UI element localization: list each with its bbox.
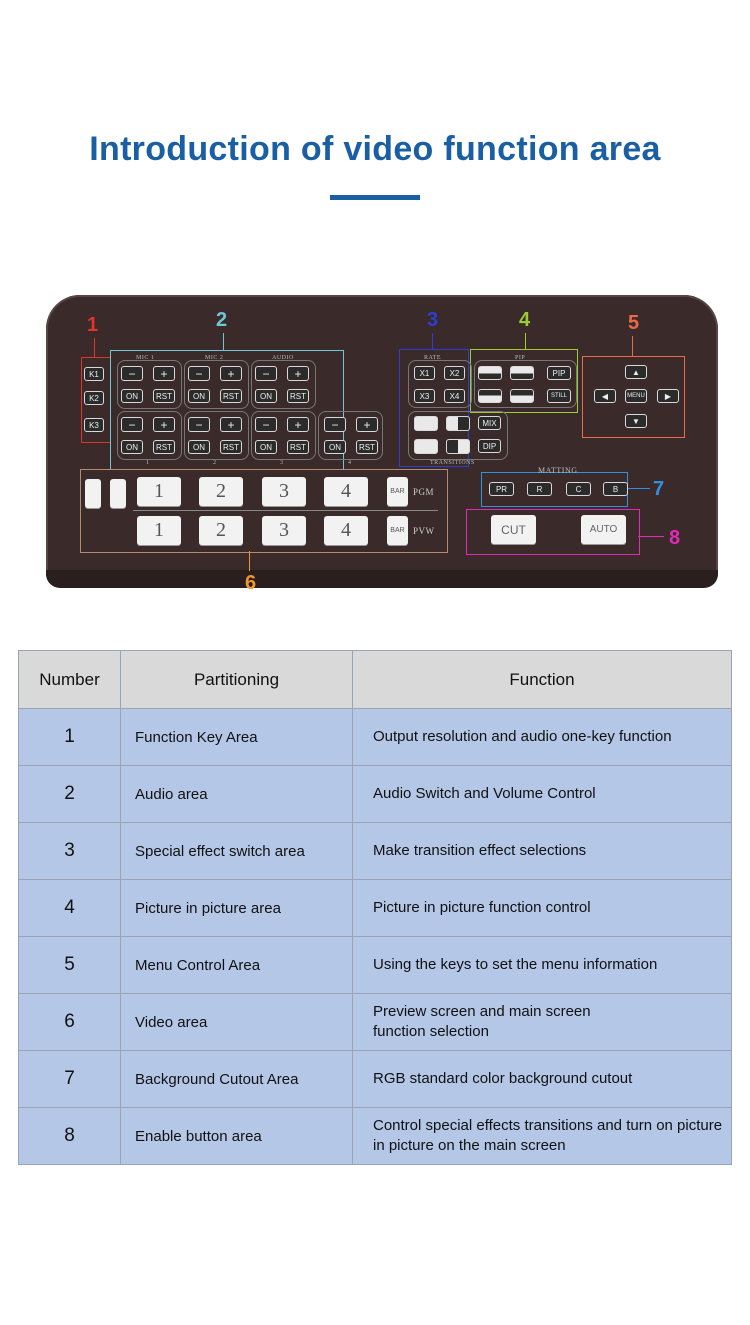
- row-function: Control special effects transitions and turn on picture in picture on the main screen: [353, 1108, 732, 1165]
- channel-2-label: 2: [213, 460, 217, 466]
- pip-key[interactable]: PIP: [547, 366, 571, 380]
- row-function: Make transition effect selections: [353, 823, 732, 880]
- rate-label: RATE: [424, 355, 441, 361]
- row-function: Picture in picture function control: [353, 880, 732, 937]
- row-function: RGB standard color background cutout: [353, 1051, 732, 1108]
- table-row: [19, 880, 732, 937]
- wipe-vertical-key[interactable]: [446, 416, 470, 431]
- ch3-minus-button[interactable]: −: [255, 417, 277, 432]
- pip-label: PIP: [515, 355, 526, 361]
- mix-key[interactable]: MIX: [478, 416, 501, 430]
- mic1-rst-button[interactable]: RST: [153, 389, 175, 403]
- row-function: Output resolution and audio one-key function: [353, 709, 732, 766]
- area-number-8: 8: [669, 527, 681, 549]
- row-partitioning: Enable button area: [121, 1108, 353, 1165]
- ch1-minus-button[interactable]: −: [121, 417, 143, 432]
- audio-rst-button[interactable]: RST: [287, 389, 309, 403]
- ch4-minus-button[interactable]: −: [324, 417, 346, 432]
- k3-key[interactable]: K3: [84, 418, 104, 432]
- mic2-label: MIC 2: [205, 355, 224, 361]
- transitions-label: TRANSITIONS: [430, 460, 475, 466]
- table-row: [19, 1051, 732, 1108]
- chevron-up-icon: ▲: [632, 367, 640, 377]
- row-number: 7: [19, 1051, 121, 1108]
- channel-1-label: 1: [146, 460, 150, 466]
- dip-key[interactable]: DIP: [478, 439, 501, 453]
- mic2-rst-button[interactable]: RST: [220, 389, 242, 403]
- menu-right-key[interactable]: [657, 389, 679, 403]
- auto-button[interactable]: AUTO: [581, 515, 626, 544]
- pgm-input-4-key[interactable]: 4: [324, 477, 368, 506]
- row-partitioning: Audio area: [121, 766, 353, 823]
- row-partitioning: Video area: [121, 994, 353, 1051]
- area-pointer-5: [632, 336, 633, 356]
- menu-down-key[interactable]: [625, 414, 647, 428]
- k1-key[interactable]: K1: [84, 367, 104, 381]
- ch3-rst-button[interactable]: RST: [287, 440, 309, 454]
- audio-plus-button[interactable]: +: [287, 366, 309, 381]
- table-row: [19, 1108, 732, 1165]
- area-number-6: 6: [245, 572, 257, 594]
- matting-c-key[interactable]: C: [566, 482, 591, 496]
- pip-bottom-right-key[interactable]: [510, 389, 534, 403]
- wipe-down-key[interactable]: [414, 439, 438, 454]
- area-pointer-8: [638, 536, 664, 537]
- pgm-input-3-key[interactable]: 3: [262, 477, 306, 506]
- video-divider: [133, 510, 438, 511]
- row-number: 4: [19, 880, 121, 937]
- pvw-label: PVW: [413, 526, 435, 536]
- pgm-label: PGM: [413, 487, 435, 497]
- ch1-plus-button[interactable]: +: [153, 417, 175, 432]
- header-function: Function: [353, 651, 732, 709]
- menu-left-key[interactable]: [594, 389, 616, 403]
- row-number: 2: [19, 766, 121, 823]
- still-key[interactable]: STILL: [547, 389, 571, 403]
- pvw-input-4-key[interactable]: 4: [324, 516, 368, 545]
- audio-on-button[interactable]: ON: [255, 389, 277, 403]
- mic1-plus-button[interactable]: +: [153, 366, 175, 381]
- area-number-4: 4: [519, 309, 531, 331]
- mic1-on-button[interactable]: ON: [121, 389, 143, 403]
- page-title: Introduction of video function area: [89, 130, 661, 168]
- pvw-bar-key[interactable]: BAR: [387, 516, 408, 545]
- matting-label: MATTING: [538, 466, 578, 475]
- row-partitioning: Special effect switch area: [121, 823, 353, 880]
- ch2-on-button[interactable]: ON: [188, 440, 210, 454]
- area-pointer-4: [525, 333, 526, 349]
- menu-key[interactable]: MENU: [625, 389, 647, 403]
- ch3-plus-button[interactable]: +: [287, 417, 309, 432]
- row-number: 1: [19, 709, 121, 766]
- ch2-plus-button[interactable]: +: [220, 417, 242, 432]
- title-underline: [330, 195, 420, 200]
- rate-x3-key[interactable]: X3: [414, 389, 435, 403]
- area-pointer-7: [626, 488, 650, 489]
- menu-up-key[interactable]: [625, 365, 647, 379]
- area-number-7: 7: [653, 478, 665, 500]
- ch2-minus-button[interactable]: −: [188, 417, 210, 432]
- area-pointer-1: [94, 338, 95, 357]
- table-row: [19, 823, 732, 880]
- row-partitioning: Menu Control Area: [121, 937, 353, 994]
- wipe-horizontal-key[interactable]: [414, 416, 438, 431]
- table-header-row: [19, 651, 732, 709]
- mic2-plus-button[interactable]: +: [220, 366, 242, 381]
- ch4-plus-button[interactable]: +: [356, 417, 378, 432]
- chevron-right-icon: ▶: [664, 391, 672, 401]
- cut-button[interactable]: CUT: [491, 515, 536, 544]
- row-function: Using the keys to set the menu information: [353, 937, 732, 994]
- pgm-bar-key[interactable]: BAR: [387, 477, 408, 506]
- audio-label: AUDIO: [272, 355, 294, 361]
- matting-b-key[interactable]: B: [603, 482, 628, 496]
- area-number-3: 3: [427, 309, 439, 331]
- area-pointer-6: [249, 551, 250, 571]
- area-pointer-3: [432, 333, 433, 349]
- ch2-rst-button[interactable]: RST: [220, 440, 242, 454]
- table-row: [19, 994, 732, 1051]
- rate-x2-key[interactable]: X2: [444, 366, 465, 380]
- area-number-1: 1: [87, 314, 99, 336]
- ch4-rst-button[interactable]: RST: [356, 440, 378, 454]
- small-left-key-1[interactable]: [85, 479, 101, 508]
- channel-4-label: 4: [348, 460, 352, 466]
- row-function: Audio Switch and Volume Control: [353, 766, 732, 823]
- device-base: [46, 570, 718, 588]
- mic1-minus-button[interactable]: −: [121, 366, 143, 381]
- pip-top-left-key[interactable]: [478, 366, 502, 380]
- rate-x1-key[interactable]: X1: [414, 366, 435, 380]
- row-number: 5: [19, 937, 121, 994]
- pip-top-right-key[interactable]: [510, 366, 534, 380]
- row-partitioning: Function Key Area: [121, 709, 353, 766]
- rate-x4-key[interactable]: X4: [444, 389, 465, 403]
- header-number: Number: [19, 651, 121, 709]
- ch1-rst-button[interactable]: RST: [153, 440, 175, 454]
- k2-key[interactable]: K2: [84, 391, 104, 405]
- channel-3-label: 3: [280, 460, 284, 466]
- row-number: 6: [19, 994, 121, 1051]
- row-function: Preview screen and main screen function selection: [353, 994, 732, 1051]
- area-number-5: 5: [628, 312, 640, 334]
- pip-bottom-left-key[interactable]: [478, 389, 502, 403]
- area-number-2: 2: [216, 309, 228, 331]
- row-partitioning: Picture in picture area: [121, 880, 353, 937]
- pgm-input-1-key[interactable]: 1: [137, 477, 181, 506]
- table-row: [19, 766, 732, 823]
- matting-pr-key[interactable]: PR: [489, 482, 514, 496]
- row-partitioning: Background Cutout Area: [121, 1051, 353, 1108]
- table-row: [19, 937, 732, 994]
- ch4-on-button[interactable]: ON: [324, 440, 346, 454]
- area-pointer-2: [223, 333, 224, 350]
- pvw-input-1-key[interactable]: 1: [137, 516, 181, 545]
- pgm-input-2-key[interactable]: 2: [199, 477, 243, 506]
- audio-minus-button[interactable]: −: [255, 366, 277, 381]
- wipe-left-key[interactable]: [446, 439, 470, 454]
- chevron-left-icon: ◀: [601, 391, 609, 401]
- table-row: [19, 709, 732, 766]
- mic2-on-button[interactable]: ON: [188, 389, 210, 403]
- chevron-down-icon: ▼: [632, 416, 640, 426]
- function-table: [18, 650, 732, 1165]
- row-number: 3: [19, 823, 121, 880]
- ch1-on-button[interactable]: ON: [121, 440, 143, 454]
- pvw-input-2-key[interactable]: 2: [199, 516, 243, 545]
- pvw-input-3-key[interactable]: 3: [262, 516, 306, 545]
- small-left-key-2[interactable]: [110, 479, 126, 508]
- header-partitioning: Partitioning: [121, 651, 353, 709]
- matting-r-key[interactable]: R: [527, 482, 552, 496]
- ch3-on-button[interactable]: ON: [255, 440, 277, 454]
- mic1-label: MIC 1: [136, 355, 155, 361]
- row-number: 8: [19, 1108, 121, 1165]
- mic2-minus-button[interactable]: −: [188, 366, 210, 381]
